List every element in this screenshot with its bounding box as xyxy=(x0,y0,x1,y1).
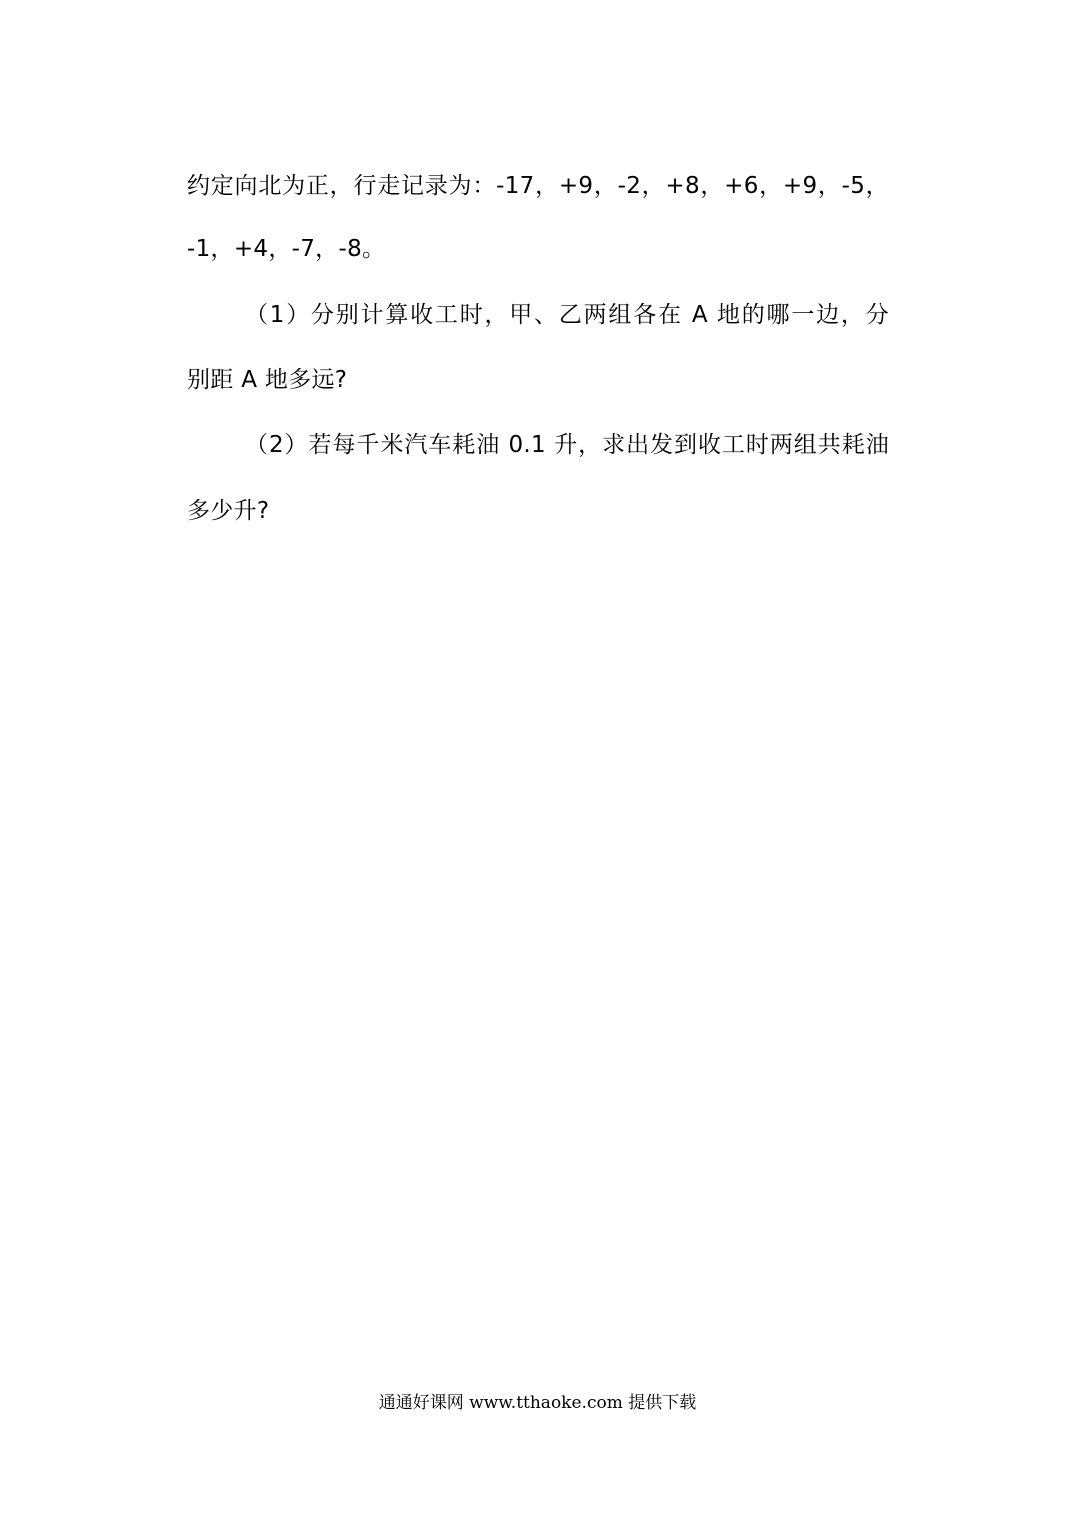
question-1-line-1: （1）分别计算收工时，甲、乙两组各在 A 地的哪一边，分 xyxy=(245,302,889,328)
question-1-line-2: 别距 A 地多远? xyxy=(187,367,348,393)
question-2-line-2: 多少升? xyxy=(187,498,270,524)
record-line-2: -1，+4，-7，-8。 xyxy=(187,236,386,262)
page-footer: 通通好课网 www.tthaoke.com 提供下载 xyxy=(378,1393,697,1413)
record-line-1: 约定向北为正，行走记录为：-17，+9，-2，+8，+6，+9，-5， xyxy=(187,173,889,199)
question-2-line-1: （2）若每千米汽车耗油 0.1 升，求出发到收工时两组共耗油 xyxy=(245,432,889,458)
